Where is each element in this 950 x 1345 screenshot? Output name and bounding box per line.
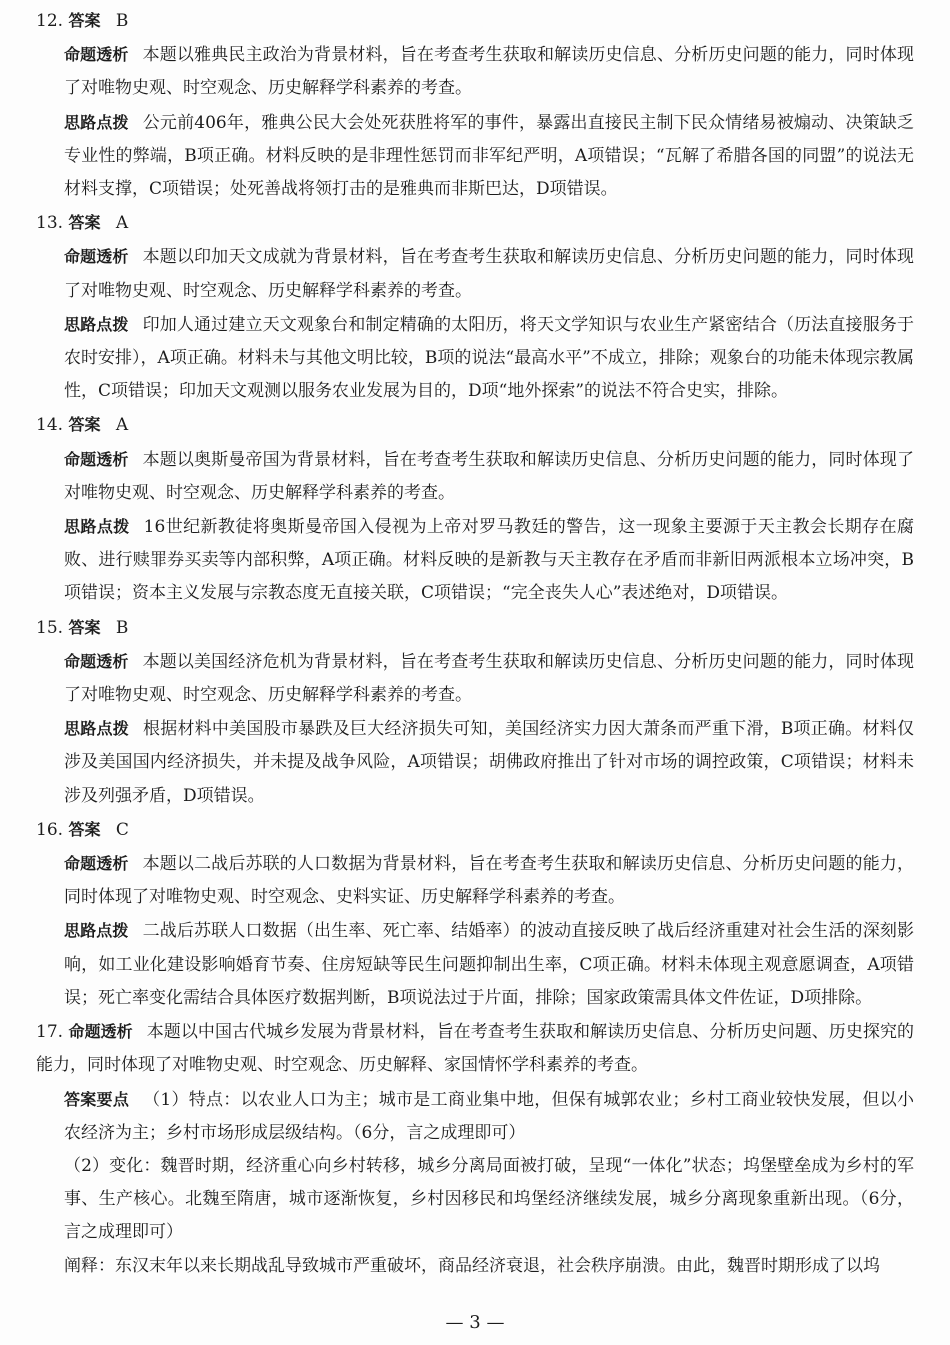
answer-value: C	[115, 819, 129, 840]
question-17-analysis	[36, 1015, 914, 1082]
thinking-label: 思路点拨	[64, 921, 129, 941]
analysis-label: 命题透析	[64, 449, 129, 469]
thinking-text: 二战后苏联人口数据（出生率、死亡率、结婚率）的波动直接反映了战后经济重建对社会生活的深刻影响，如工业化建设影响婚育节奏、住房短缺等民生问题抑制出生率，C项正确。材料未体现主观意愿调查，A项错误；死亡率变化需结合具体医疗数据判断，B项说法过于片面，排除；国家政策需具体文件佐证，D项排除。	[64, 921, 914, 1008]
explain-text: 阐释：东汉末年以来长期战乱导致城市严重破坏，商品经济衰退，社会秩序崩溃。由此，魏晋时期形成了以坞	[64, 1255, 880, 1276]
question-13-thinking	[36, 308, 914, 409]
analysis-label: 命题透析	[64, 45, 129, 65]
analysis-text: 本题以奥斯曼帝国为背景材料，旨在考查考生获取和解读历史信息、分析历史问题的能力，同时体现了对唯物史观、时空观念、历史解释学科素养的考查。	[64, 449, 914, 503]
question-17-explain	[36, 1250, 914, 1283]
analysis-text: 本题以雅典民主政治为背景材料，旨在考查考生获取和解读历史信息、分析历史问题的能力，同时体现了对唯物史观、时空观念、历史解释学科素养的考查。	[64, 45, 914, 99]
question-number: 16.	[36, 819, 64, 840]
question-17-key-2	[36, 1150, 914, 1250]
analysis-text: 本题以二战后苏联的人口数据为背景材料，旨在考查考生获取和解读历史信息、分析历史问题的能力，同时体现了对唯物史观、时空观念、史料实证、历史解释学科素养的考查。	[64, 854, 914, 908]
question-15-analysis	[36, 645, 914, 712]
thinking-text: 根据材料中美国股市暴跌及巨大经济损失可知，美国经济实力因大萧条而严重下滑，B项正确。材料仅涉及美国国内经济损失，并未提及战争风险，A项错误；胡佛政府推出了针对市场的调控政策，C项错误；材料未涉及列强矛盾，D项错误。	[64, 719, 914, 806]
analysis-label: 命题透析	[68, 1022, 133, 1042]
question-number: 17.	[36, 1022, 64, 1043]
key-text-1: （1）特点：以农业人口为主；城市是工商业集中地，但保有城郭农业；乡村工商业较快发展，但以小农经济为主；乡村市场形成层级结构。（6分，言之成理即可）	[64, 1089, 914, 1143]
question-16-analysis	[36, 847, 914, 914]
page-content	[36, 4, 914, 1283]
thinking-label: 思路点拨	[64, 719, 129, 739]
question-12-answer	[36, 4, 914, 38]
answer-value: A	[115, 213, 129, 234]
analysis-label: 命题透析	[64, 247, 129, 267]
question-number: 13.	[36, 213, 64, 234]
analysis-text: 本题以美国经济危机为背景材料，旨在考查考生获取和解读历史信息、分析历史问题的能力，同时体现了对唯物史观、时空观念、历史解释学科素养的考查。	[64, 651, 914, 706]
page-number: — 3 —	[445, 1312, 505, 1333]
question-15-thinking	[36, 712, 914, 813]
key-label: 答案要点	[64, 1089, 130, 1109]
answer-label: 答案	[68, 819, 101, 839]
thinking-label: 思路点拨	[64, 517, 130, 537]
answer-label: 答案	[68, 11, 101, 30]
analysis-text: 本题以中国古代城乡发展为背景材料，旨在考查考生获取和解读历史信息、分析历史问题、历史探究的能力，同时体现了对唯物史观、时空观念、历史解释、家国情怀学科素养的考查。	[36, 1022, 915, 1076]
question-16-answer	[36, 813, 914, 847]
thinking-text: 印加人通过建立天文观象台和制定精确的太阳历，将天文学知识与农业生产紧密结合（历法直接服务于农时安排），A项正确。材料未与其他文明比较，B项的说法“最高水平”不成立，排除；观象台的功能未体现宗教属性，C项错误；印加天文观测以服务农业发展为目的，D项“地外探索”的说法不符合史实，排除。	[64, 314, 914, 402]
question-13-answer	[36, 206, 914, 240]
thinking-text: 16世纪新教徒将奥斯曼帝国入侵视为上帝对罗马教廷的警告，这一现象主要源于天主教会长期存在腐败、进行赎罪券买卖等内部积弊，A项正确。材料反映的是新教与天主教存在矛盾而非新旧两派根本立场冲突，B项错误；资本主义发展与宗教态度无直接关联，C项错误；“完全丧失人心”表述绝对，D项错误。	[64, 517, 914, 604]
analysis-label: 命题透析	[64, 854, 129, 874]
analysis-text: 本题以印加天文成就为背景材料，旨在考查考生获取和解读历史信息、分析历史问题的能力，同时体现了对唯物史观、时空观念、历史解释学科素养的考查。	[64, 247, 914, 301]
question-13-analysis	[36, 240, 914, 307]
question-number: 14.	[36, 415, 64, 436]
question-number: 12.	[36, 11, 64, 31]
answer-value: A	[115, 415, 129, 436]
answer-label: 答案	[68, 415, 101, 435]
thinking-label: 思路点拨	[64, 112, 129, 132]
thinking-text: 公元前406年，雅典公民大会处死获胜将军的事件，暴露出直接民主制下民众情绪易被煽动、决策缺乏专业性的弊端，B项正确。材料反映的是非理性惩罚而非军纪严明，A项错误；“瓦解了希腊各国的同盟”的说法无材料支撑，C项错误；处死善战将领打击的是雅典而非斯巴达，D项错误。	[64, 112, 914, 200]
answer-label: 答案	[68, 213, 101, 233]
answer-label: 答案	[68, 617, 101, 637]
answer-value: B	[115, 11, 129, 31]
question-number: 15.	[36, 617, 64, 638]
answer-value: B	[115, 617, 129, 638]
question-16-thinking	[36, 914, 914, 1015]
question-14-analysis	[36, 443, 914, 510]
question-12-analysis	[36, 38, 914, 105]
question-17-key-1	[36, 1083, 914, 1150]
question-14-thinking	[36, 510, 914, 611]
thinking-label: 思路点拨	[64, 314, 129, 334]
analysis-label: 命题透析	[64, 651, 129, 671]
question-12-thinking	[36, 106, 914, 207]
question-14-answer	[36, 408, 914, 442]
question-15-answer	[36, 611, 914, 645]
key-text-2: （2）变化：魏晋时期，经济重心向乡村转移，城乡分离局面被打破，呈现“一体化”状态；坞堡壁垒成为乡村的军事、生产核心。北魏至隋唐，城市逐渐恢复，乡村因移民和坞堡经济继续发展，城乡分离现象重新出现。（6分，言之成理即可）	[64, 1155, 914, 1243]
